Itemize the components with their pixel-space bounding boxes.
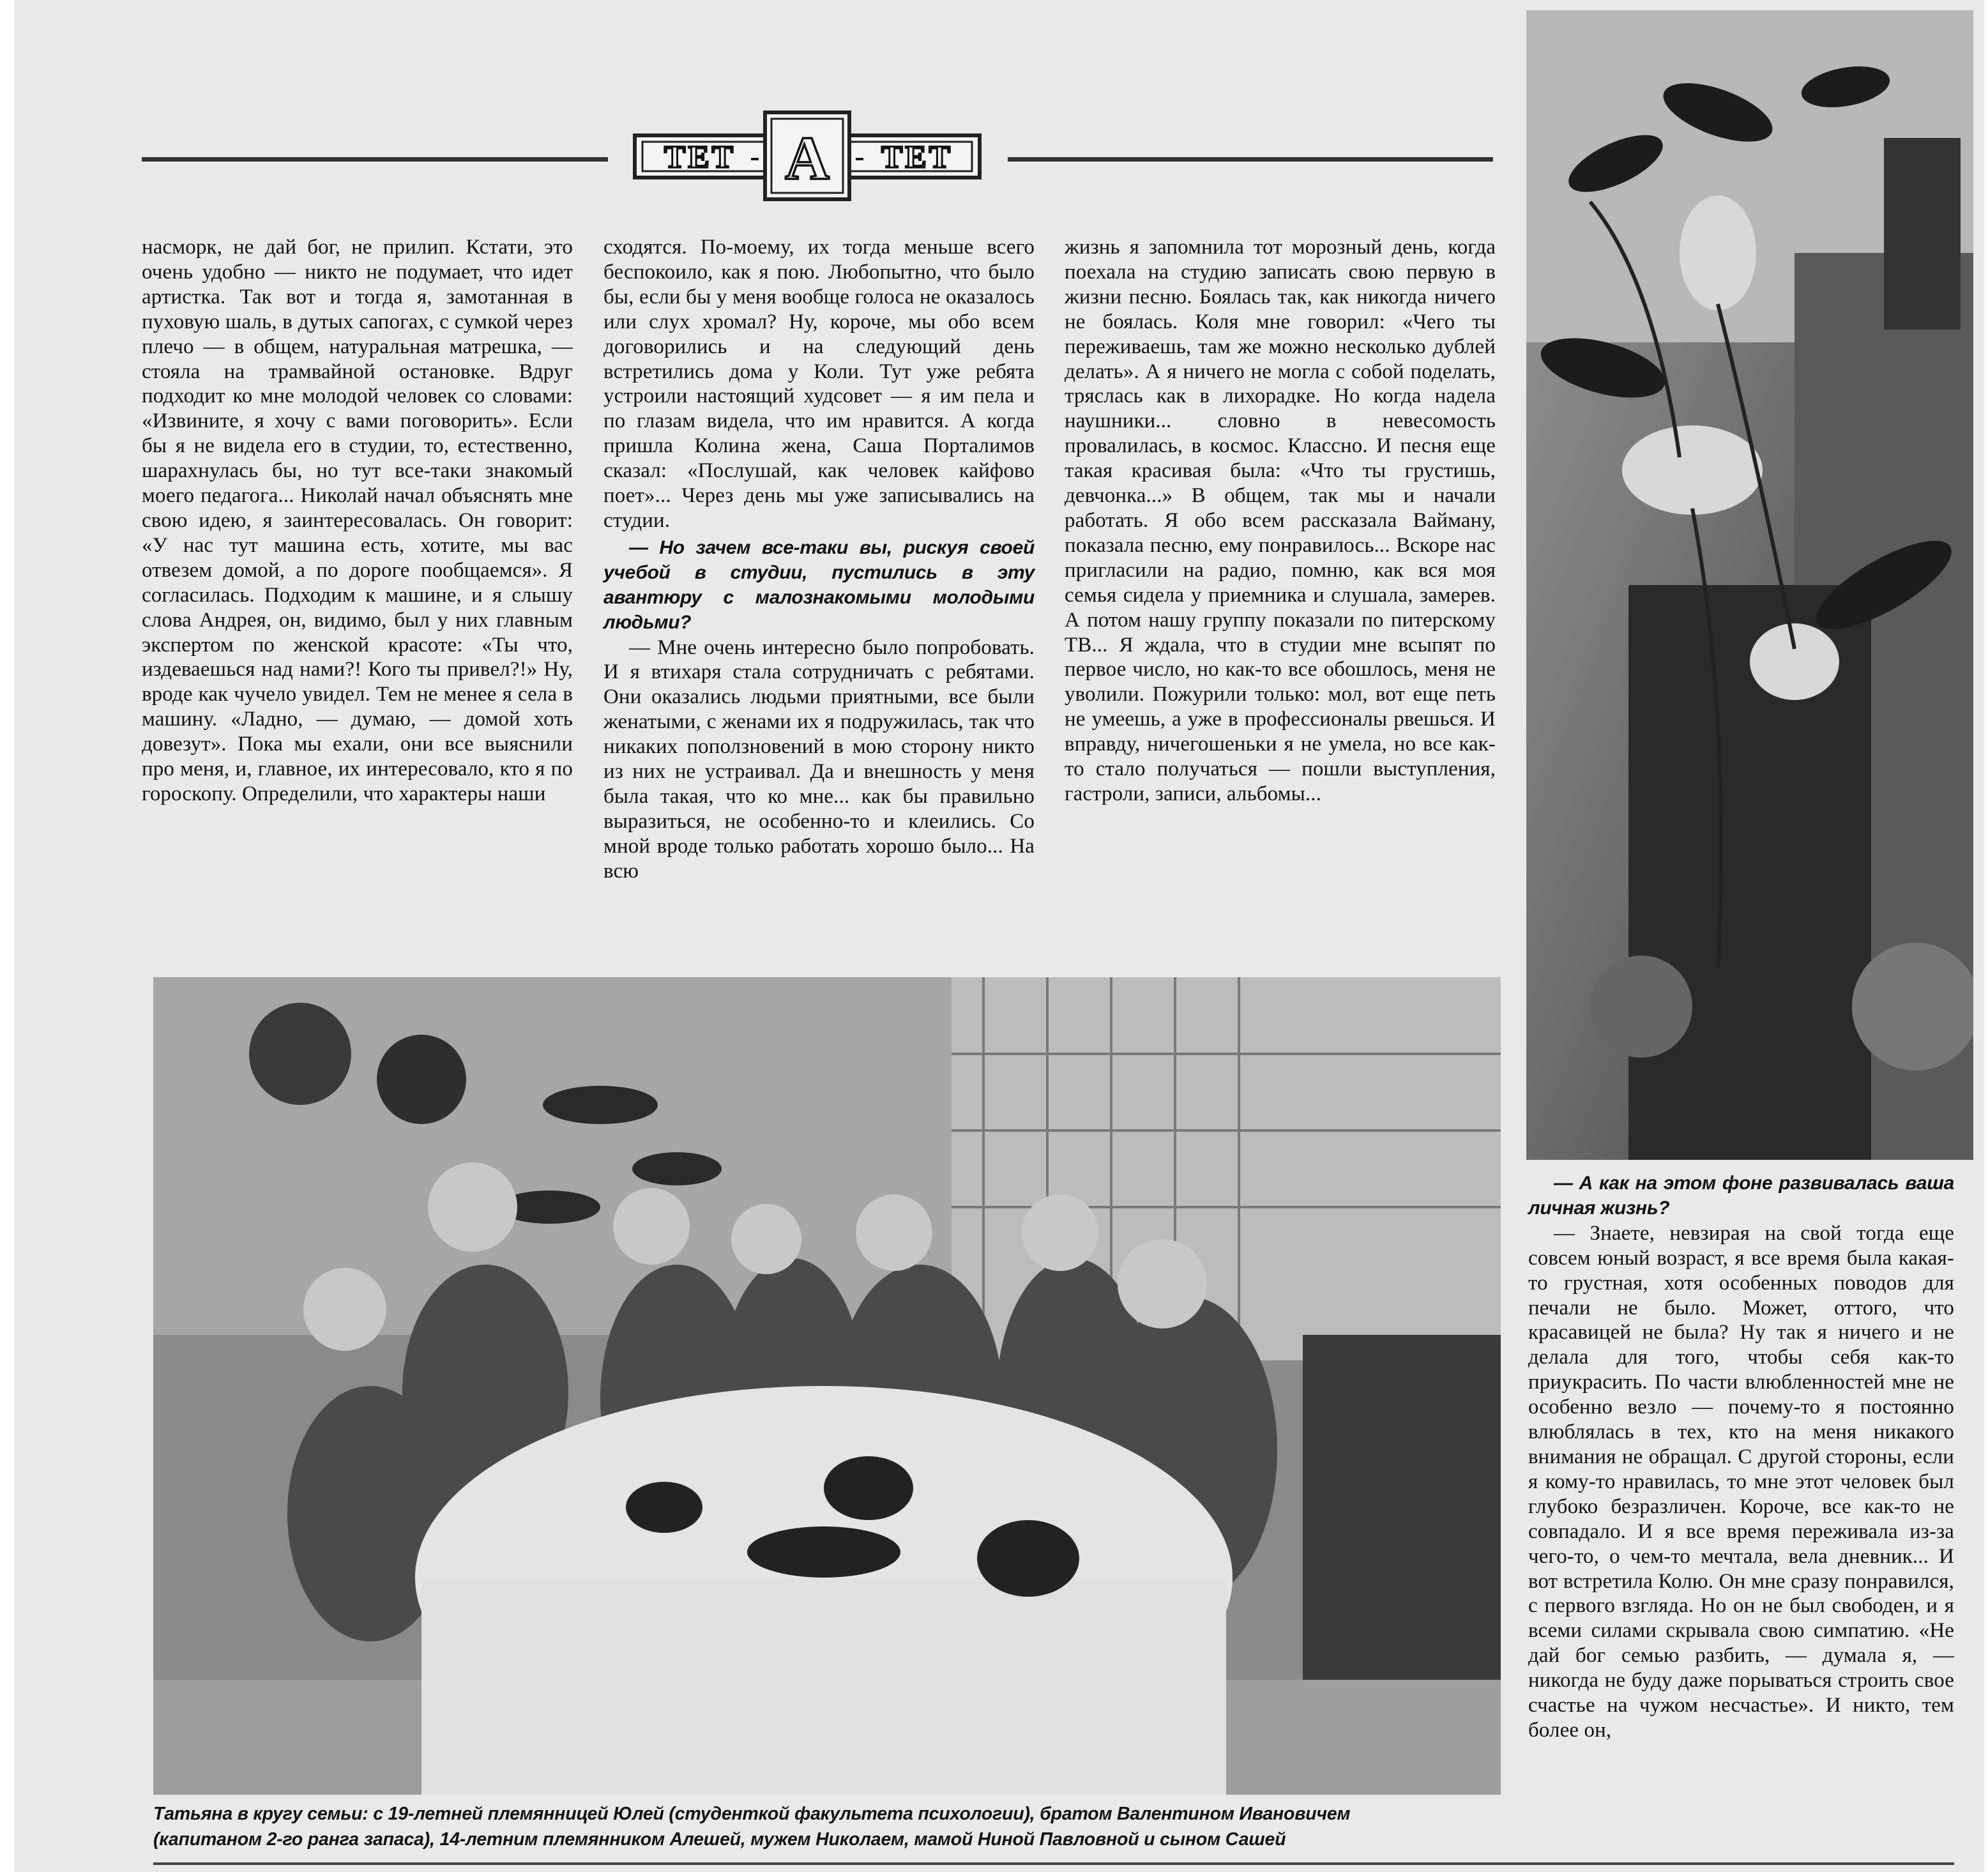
flowers-photo (1526, 10, 1973, 1160)
interview-answer-1: — Мне очень интересно было попробовать. И я втихаря стала сотрудничать с ребятами. Они оказались людьми приятными, все были женатыми, с женами их я подружилась, так что никаких поползновений в мою сторону никто из них не устраивал. Да и внешность у меня была такая, что ко мне... как бы правильно выразиться, не особенно-то и клеились. Со мной вроде только работать хорошо было... На всю (603, 635, 1035, 883)
family-photo (153, 977, 1501, 1795)
svg-text:-: - (854, 140, 865, 172)
bottom-rule (153, 1862, 1954, 1865)
article-column-2 (603, 235, 1035, 884)
header-rule-right (1008, 157, 1493, 162)
scan-edge (0, 0, 14, 1872)
logo-text-middle: А (785, 124, 830, 192)
header-rule-left (142, 157, 608, 162)
interview-question-1: — Но зачем все-таки вы, рискуя своей учебой в студии, пустились в эту авантюру с малознакомыми молодыми людьми? (603, 536, 1035, 633)
interview-answer-2: — Знаете, невзирая на свой тогда еще совсем юный возраст, я все время была какая-то грустная, хотя особенных поводов для печали не было. Может, оттого, что красавицей не была? Ну так я ничего и не делала для того, чтобы себя как-то приукрасить. По части влюбленностей мне не особенно везло — почему-то я постоянно влюблялась в тех, кто на меня никакого внимания не обращал. С другой стороны, если я кому-то нравилась, то мне этот человек был глубоко безразличен. Короче, все как-то не совпадало. И я все время переживала из-за чего-то, о чем-то мечтала, вела дневник... И вот встретила Колю. Он мне сразу понравился, с первого взгляда. Но он не был свободен, и я всеми силами скрывала свою симпатию. «Не дай бог семью разбить, — думала я, — никогда не буду даже порываться строить свое счастье на чужом несчастье». И никто, тем более он, (1528, 1221, 1954, 1742)
article-column-1-text: насморк, не дай бог, не прилип. Кстати, это очень удобно — никто не подумает, что идет артистка. Так вот и тогда я, замотанная в пуховую шаль, в дутых сапогах, с сумкой через плечо — в общем, натуральная матрешка, — стояла на трамвайной остановке. Вдруг подходит ко мне молодой человек со словами: «Извините, я хочу с вами поговорить». Если бы я не видела его в студии, то, естественно, шарахнулась бы, но тут все-таки знакомый моего педагога... Николай начал объяснять мне свою идею, я заинтересовалась. Он говорит: «У нас тут машина есть, хотите, мы вас отвезем домой, а по дороге пообщаемся». Я согласилась. Подходим к машине, и я слышу слова Андрея, он, видимо, был у них главным экспертом по женской красоте: «Ты что, издеваешься над нами?! Кого ты привел?!» Ну, вроде как чучело увидел. Тем не менее я села в машину. «Ладно, — думаю, — домой хоть довезут». Пока мы ехали, они все выяснили про меня, и, главное, их интересовало, кто я по гороскопу. Определили, что характеры наши (142, 236, 573, 805)
article-column-4 (1528, 1171, 1954, 1743)
article-column-3 (1065, 235, 1496, 807)
logo-text-right: ТЕТ (881, 139, 953, 174)
logo-text-left: ТЕТ (664, 139, 736, 174)
section-logo (630, 109, 985, 203)
svg-text:-: - (750, 140, 760, 172)
photo-caption: Татьяна в кругу семьи: с 19-летней племянницей Юлей (студенткой факультета психологии), братом Валентином Ивановичем (капитаном 2-го ранга запаса), 14-летним племянником Алешей, мужем Николаем, мамой Ниной Павловной и сыном Сашей (153, 1804, 1351, 1850)
article-column-2-text: сходятся. По-моему, их тогда меньше всего беспокоило, как я пою. Любопытно, что было бы, если бы у меня вообще голоса не оказалось или слух хромал? Ну, короче, мы обо всем договорились и на следующий день встретились дома у Коли. Тут уже ребята устроили настоящий худсовет — я им пела и по глазам видела, что им нравится. А когда пришла Колина жена, Саша Порталимов сказал: «Послушай, как человек кайфово поет»... Через день мы уже записывались на студии. (603, 236, 1035, 532)
article-column-3-text: жизнь я запомнила тот морозный день, когда поехала на студию записать свою первую в жизни песню. Боялась так, как никогда ничего не боялась. Коля мне говорил: «Чего ты переживаешь, там же можно несколько дублей делать». А я ничего не могла с собой поделать, тряслась как в лихорадке. Но когда надела наушники... словно в невесомость провалилась, в космос. Классно. И песня еще такая красивая была: «Что ты грустишь, девчонка...» В общем, так мы и начали работать. Я обо всем рассказала Вайману, показала песню, ему понравилось... Вскоре нас пригласили на радио, помню, как вся моя семья сидела у приемника и слушала, замерев. А потом нашу группу показали по питерскому ТВ... Я ждала, что в студии мне всыпят по первое число, но как-то все обошлось, меня не уволили. Пожурили только: мол, вот еще петь не умеешь, а уже в профессионалы рвешься. И вправду, ничегошеньки я не умела, но все как-то стало получаться — пошли выступления, гастроли, записи, альбомы... (1065, 236, 1496, 805)
article-column-1 (142, 235, 573, 807)
interview-question-2: — А как на этом фоне развивалась ваша личная жизнь? (1528, 1173, 1954, 1219)
